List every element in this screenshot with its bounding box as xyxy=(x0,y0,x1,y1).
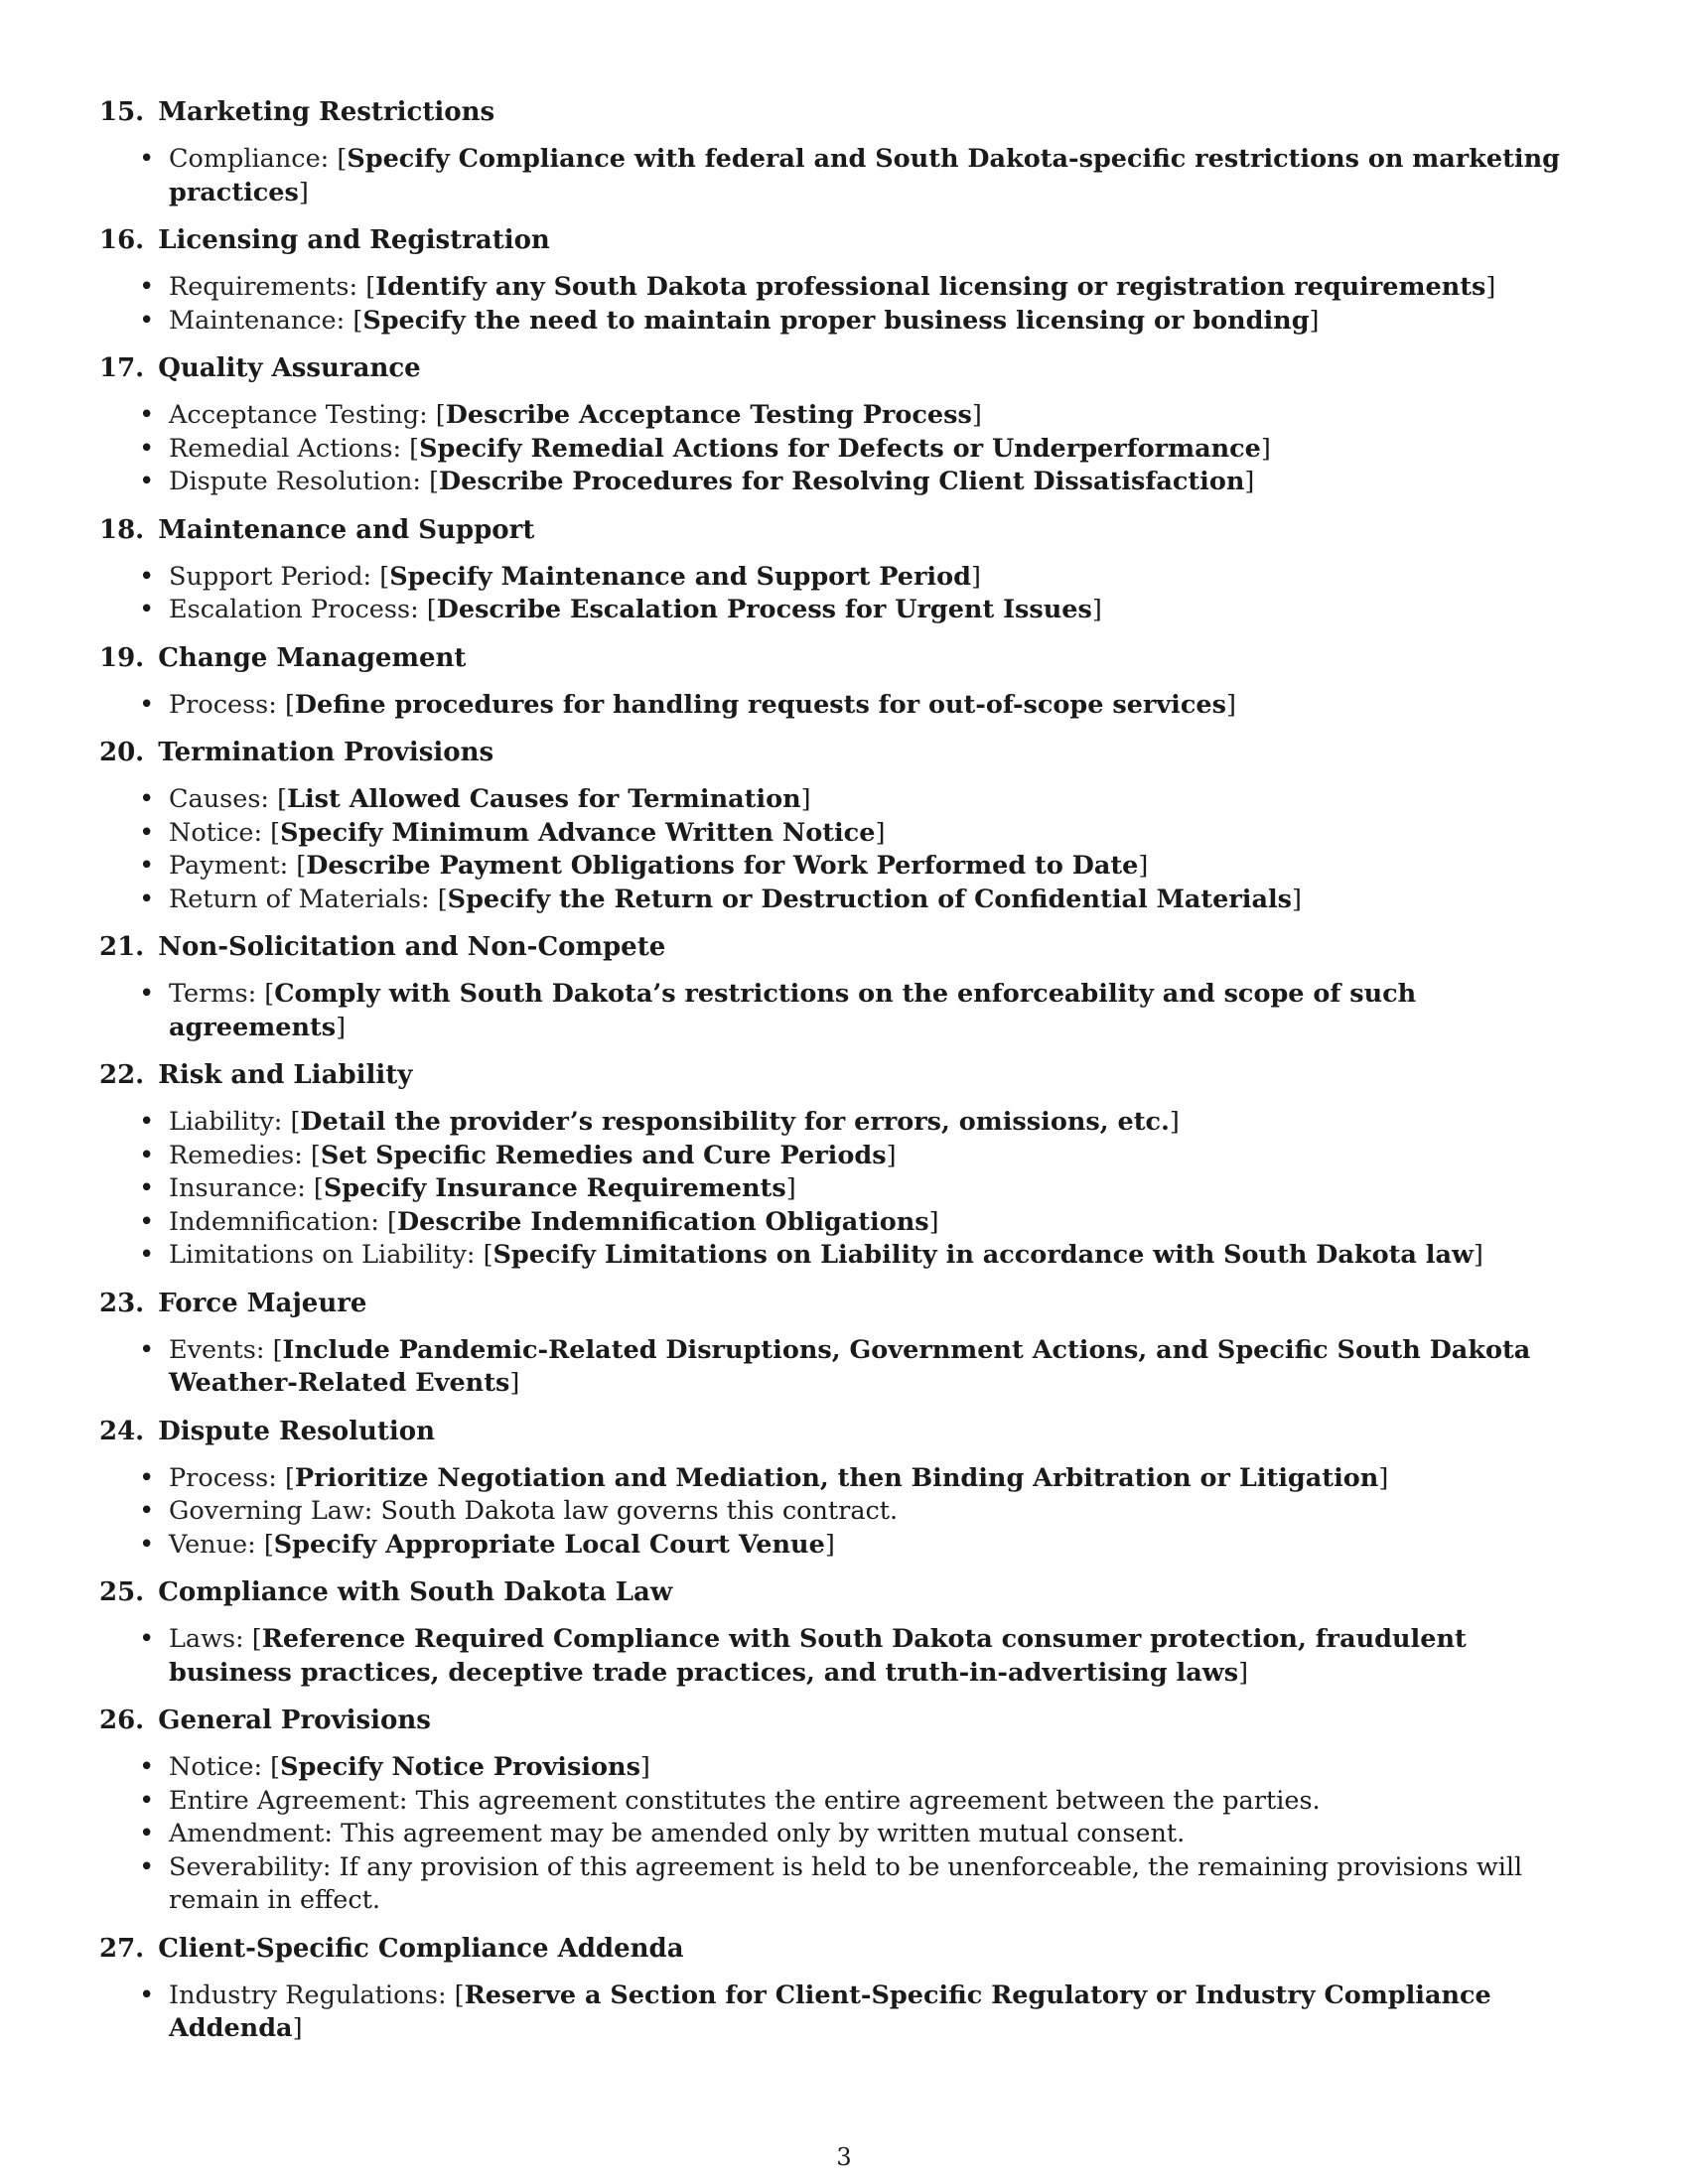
list-item xyxy=(99,1785,1589,1819)
item-value: Reserve a Section for Client-Specific Regulatory or Industry Compliance Addenda xyxy=(169,1979,1491,2043)
open-bracket: [ xyxy=(454,1979,465,2010)
close-bracket: ] xyxy=(1292,884,1302,914)
bullet-icon: • xyxy=(139,1785,155,1816)
section-title: Change Management xyxy=(158,642,467,673)
open-bracket: [ xyxy=(387,1206,397,1237)
section-heading xyxy=(99,351,1589,385)
item-value: This agreement may be amended only by written mutual consent. xyxy=(341,1819,1186,1848)
item-value: Specify Compliance with federal and South Dakota-specific restrictions on marketing practices xyxy=(169,144,1560,207)
section-item-list xyxy=(99,1106,1589,1273)
item-label: Requirements: xyxy=(169,272,366,302)
item-label: Compliance: xyxy=(169,144,338,174)
list-item xyxy=(99,1206,1589,1240)
section-item-list xyxy=(99,1334,1589,1401)
item-label: Entire Agreement: xyxy=(169,1785,416,1816)
bullet-icon: • xyxy=(139,817,155,848)
bullet-icon: • xyxy=(139,144,155,174)
section-number: 25. xyxy=(99,1577,145,1607)
section-title: Quality Assurance xyxy=(158,353,421,383)
section-heading xyxy=(99,736,1589,769)
list-item xyxy=(99,399,1589,433)
open-bracket: [ xyxy=(284,689,295,720)
list-item xyxy=(99,561,1589,595)
bullet-icon: • xyxy=(139,1462,155,1493)
list-item xyxy=(99,1334,1589,1401)
item-value: Detail the provider’s responsibility for errors, omissions, etc. xyxy=(300,1107,1170,1137)
bullet-icon: • xyxy=(139,1107,155,1137)
section-number: 19. xyxy=(99,642,145,673)
close-bracket: ] xyxy=(1238,1657,1249,1688)
close-bracket: ] xyxy=(639,1752,650,1782)
item-label: Governing Law: xyxy=(169,1496,381,1526)
open-bracket: [ xyxy=(270,1752,281,1782)
list-item xyxy=(99,1140,1589,1173)
item-value: Specify Notice Provisions xyxy=(280,1752,640,1782)
section-item-list xyxy=(99,561,1589,627)
section-item-list xyxy=(99,978,1589,1044)
open-bracket: [ xyxy=(435,400,446,430)
bullet-icon: • xyxy=(139,851,155,881)
close-bracket: ] xyxy=(1169,1107,1180,1137)
section xyxy=(99,513,1589,627)
close-bracket: ] xyxy=(1260,433,1271,464)
bullet-icon: • xyxy=(139,1496,155,1526)
open-bracket: [ xyxy=(426,595,437,624)
open-bracket: [ xyxy=(277,784,288,814)
item-value: Specify Minimum Advance Written Notice xyxy=(280,817,876,848)
bullet-icon: • xyxy=(139,400,155,430)
section-heading xyxy=(99,95,1589,129)
list-item xyxy=(99,1495,1589,1529)
item-label: Process: xyxy=(169,1462,285,1493)
section xyxy=(99,1932,1589,2046)
section-number: 22. xyxy=(99,1060,145,1090)
bullet-icon: • xyxy=(139,1206,155,1237)
item-label: Causes: xyxy=(169,784,278,814)
item-value: Define procedures for handling requests for out-of-scope services xyxy=(294,689,1226,720)
section-number: 26. xyxy=(99,1706,145,1735)
section-heading xyxy=(99,1058,1589,1092)
list-item xyxy=(99,594,1589,627)
item-label: Notice: xyxy=(169,1752,271,1782)
item-value: Specify Appropriate Local Court Venue xyxy=(273,1529,825,1560)
section-heading xyxy=(99,641,1589,675)
close-bracket: ] xyxy=(1091,595,1102,624)
bullet-icon: • xyxy=(139,272,155,302)
list-item xyxy=(99,689,1589,723)
close-bracket: ] xyxy=(886,1140,897,1170)
bullet-icon: • xyxy=(139,1529,155,1560)
close-bracket: ] xyxy=(1378,1462,1389,1493)
open-bracket: [ xyxy=(337,144,348,174)
item-label: Maintenance: xyxy=(169,305,353,336)
section-number: 23. xyxy=(99,1288,145,1318)
item-label: Remedial Actions: xyxy=(169,433,410,464)
bullet-icon: • xyxy=(139,1979,155,2010)
item-label: Indemnification: xyxy=(169,1206,388,1237)
section-heading xyxy=(99,1704,1589,1737)
close-bracket: ] xyxy=(336,1012,347,1042)
page-number: 3 xyxy=(836,2143,852,2171)
open-bracket: [ xyxy=(409,433,420,464)
item-value: Specify Insurance Requirements xyxy=(323,1173,786,1203)
list-item xyxy=(99,1462,1589,1496)
item-label: Escalation Process: xyxy=(169,595,427,624)
list-item xyxy=(99,1172,1589,1206)
list-item xyxy=(99,1623,1589,1690)
item-label: Liability: xyxy=(169,1107,291,1137)
close-bracket: ] xyxy=(928,1206,939,1237)
close-bracket: ] xyxy=(1485,272,1496,302)
close-bracket: ] xyxy=(292,2013,303,2043)
item-label: Acceptance Testing: xyxy=(169,400,436,430)
item-value: Prioritize Negotiation and Mediation, then Binding Arbitration or Litigation xyxy=(294,1462,1379,1493)
item-value: Identify any South Dakota professional licensing or registration requirements xyxy=(375,272,1486,302)
close-bracket: ] xyxy=(1473,1240,1483,1270)
section xyxy=(99,1287,1589,1401)
section-heading xyxy=(99,1287,1589,1320)
bullet-icon: • xyxy=(139,1819,155,1848)
bullet-icon: • xyxy=(139,433,155,464)
list-item xyxy=(99,1529,1589,1563)
item-value: Describe Procedures for Resolving Client Dissatisfaction xyxy=(439,467,1245,496)
item-label: Laws: xyxy=(169,1624,252,1654)
bullet-icon: • xyxy=(139,305,155,336)
item-label: Dispute Resolution: xyxy=(169,467,430,496)
section-title: Non-Solicitation and Non-Compete xyxy=(158,932,666,962)
section-number: 24. xyxy=(99,1416,145,1446)
open-bracket: [ xyxy=(379,561,390,592)
open-bracket: [ xyxy=(264,979,275,1009)
item-value: Include Pandemic-Related Disruptions, Government Actions, and Specific South Dakota Weather-Related Events xyxy=(169,1334,1531,1398)
item-label: Return of Materials: xyxy=(169,884,438,914)
section-title: Licensing and Registration xyxy=(158,225,550,255)
bullet-icon: • xyxy=(139,1240,155,1270)
item-value: Specify Remedial Actions for Defects or Underperformance xyxy=(419,433,1261,464)
section-number: 27. xyxy=(99,1933,145,1964)
section-heading xyxy=(99,1415,1589,1448)
item-label: Remedies: xyxy=(169,1140,311,1170)
list-item xyxy=(99,305,1589,339)
section-number: 18. xyxy=(99,514,145,545)
item-label: Notice: xyxy=(169,817,271,848)
section-item-list xyxy=(99,1751,1589,1918)
item-label: Industry Regulations: xyxy=(169,1979,455,2010)
close-bracket: ] xyxy=(1225,689,1236,720)
item-value: If any provision of this agreement is held to be unenforceable, the remaining provisions will remain in effect. xyxy=(169,1851,1523,1915)
bullet-icon: • xyxy=(139,1334,155,1365)
item-value: Specify the need to maintain proper business licensing or bonding xyxy=(362,305,1310,336)
item-label: Venue: xyxy=(169,1529,264,1560)
section-number: 21. xyxy=(99,932,145,962)
list-item xyxy=(99,1818,1589,1851)
item-label: Limitations on Liability: xyxy=(169,1240,484,1270)
section-title: Compliance with South Dakota Law xyxy=(158,1577,673,1607)
open-bracket: [ xyxy=(284,1462,295,1493)
section-item-list xyxy=(99,689,1589,723)
item-label: Severability: xyxy=(169,1851,340,1882)
section-number: 15. xyxy=(99,97,145,127)
list-item xyxy=(99,1751,1589,1785)
open-bracket: [ xyxy=(296,851,307,881)
section-item-list xyxy=(99,143,1589,209)
open-bracket: [ xyxy=(313,1173,324,1203)
item-value: Describe Indemnification Obligations xyxy=(397,1206,929,1237)
section-number: 17. xyxy=(99,353,145,383)
open-bracket: [ xyxy=(263,1529,274,1560)
open-bracket: [ xyxy=(437,884,448,914)
item-label: Terms: xyxy=(169,979,265,1009)
bullet-icon: • xyxy=(139,1173,155,1203)
section xyxy=(99,930,1589,1044)
section-heading xyxy=(99,223,1589,257)
section-heading xyxy=(99,513,1589,547)
list-item xyxy=(99,817,1589,851)
bullet-icon: • xyxy=(139,1752,155,1782)
bullet-icon: • xyxy=(139,1851,155,1882)
item-label: Process: xyxy=(169,689,285,720)
open-bracket: [ xyxy=(429,467,440,496)
close-bracket: ] xyxy=(970,561,981,592)
close-bracket: ] xyxy=(1138,851,1149,881)
item-label: Insurance: xyxy=(169,1173,314,1203)
section-number: 16. xyxy=(99,225,145,255)
open-bracket: [ xyxy=(352,305,363,336)
section xyxy=(99,1058,1589,1273)
open-bracket: [ xyxy=(270,817,281,848)
section-title: Termination Provisions xyxy=(158,738,494,767)
bullet-icon: • xyxy=(139,595,155,624)
item-value: Describe Escalation Process for Urgent Issues xyxy=(436,595,1092,624)
close-bracket: ] xyxy=(509,1368,520,1398)
item-value: Comply with South Dakota’s restrictions on the enforceability and scope of such agreements xyxy=(169,979,1417,1042)
open-bracket: [ xyxy=(310,1140,321,1170)
document-body xyxy=(99,95,1589,2060)
close-bracket: ] xyxy=(971,400,982,430)
item-value: Reference Required Compliance with South Dakota consumer protection, fraudulent business practices, deceptive trade practices, and truth-in-advertising laws xyxy=(169,1624,1467,1688)
section-title: Marketing Restrictions xyxy=(158,97,495,127)
open-bracket: [ xyxy=(272,1334,283,1365)
section-title: Maintenance and Support xyxy=(158,514,535,545)
list-item xyxy=(99,1851,1589,1918)
close-bracket: ] xyxy=(785,1173,796,1203)
item-value: Set Specific Remedies and Cure Periods xyxy=(320,1140,887,1170)
bullet-icon: • xyxy=(139,689,155,720)
close-bracket: ] xyxy=(1244,467,1255,496)
item-value: Describe Acceptance Testing Process xyxy=(445,400,972,430)
close-bracket: ] xyxy=(298,177,309,207)
section-heading xyxy=(99,930,1589,964)
bullet-icon: • xyxy=(139,979,155,1009)
section xyxy=(99,223,1589,338)
list-item xyxy=(99,143,1589,209)
section xyxy=(99,736,1589,916)
open-bracket: [ xyxy=(290,1107,301,1137)
list-item xyxy=(99,1239,1589,1273)
section-item-list xyxy=(99,783,1589,916)
list-item xyxy=(99,1106,1589,1140)
list-item xyxy=(99,884,1589,917)
item-value: List Allowed Causes for Termination xyxy=(287,784,801,814)
close-bracket: ] xyxy=(824,1529,835,1560)
section-item-list xyxy=(99,1462,1589,1563)
item-label: Amendment: xyxy=(169,1819,342,1848)
section-item-list xyxy=(99,271,1589,338)
bullet-icon: • xyxy=(139,561,155,592)
list-item xyxy=(99,850,1589,884)
section xyxy=(99,1704,1589,1918)
section-title: General Provisions xyxy=(158,1706,431,1735)
item-label: Payment: xyxy=(169,851,297,881)
item-value: Specify Limitations on Liability in accordance with South Dakota law xyxy=(492,1240,1474,1270)
list-item xyxy=(99,271,1589,305)
open-bracket: [ xyxy=(251,1624,262,1654)
item-value: Describe Payment Obligations for Work Performed to Date xyxy=(306,851,1139,881)
section-number: 20. xyxy=(99,738,145,767)
item-value: Specify Maintenance and Support Period xyxy=(389,561,971,592)
item-value: This agreement constitutes the entire agreement between the parties. xyxy=(415,1785,1321,1816)
section-title: Client-Specific Compliance Addenda xyxy=(158,1933,684,1964)
bullet-icon: • xyxy=(139,1624,155,1654)
section-item-list xyxy=(99,1623,1589,1690)
list-item xyxy=(99,783,1589,817)
section-heading xyxy=(99,1932,1589,1966)
section-title: Risk and Liability xyxy=(158,1060,413,1090)
open-bracket: [ xyxy=(483,1240,493,1270)
section xyxy=(99,351,1589,499)
section-heading xyxy=(99,1575,1589,1609)
bullet-icon: • xyxy=(139,467,155,496)
section-item-list xyxy=(99,1979,1589,2046)
item-value: South Dakota law governs this contract. xyxy=(380,1496,899,1526)
item-label: Support Period: xyxy=(169,561,380,592)
close-bracket: ] xyxy=(1309,305,1320,336)
section xyxy=(99,95,1589,209)
item-value: Specify the Return or Destruction of Confidential Materials xyxy=(447,884,1293,914)
bullet-icon: • xyxy=(139,784,155,814)
section xyxy=(99,1415,1589,1563)
close-bracket: ] xyxy=(800,784,811,814)
bullet-icon: • xyxy=(139,1140,155,1170)
section-title: Force Majeure xyxy=(158,1288,367,1318)
section xyxy=(99,1575,1589,1690)
list-item xyxy=(99,978,1589,1044)
item-label: Events: xyxy=(169,1334,273,1365)
list-item xyxy=(99,466,1589,499)
list-item xyxy=(99,433,1589,467)
section-title: Dispute Resolution xyxy=(158,1416,436,1446)
list-item xyxy=(99,1979,1589,2046)
close-bracket: ] xyxy=(875,817,886,848)
open-bracket: [ xyxy=(365,272,376,302)
section xyxy=(99,641,1589,723)
bullet-icon: • xyxy=(139,884,155,914)
section-item-list xyxy=(99,399,1589,499)
